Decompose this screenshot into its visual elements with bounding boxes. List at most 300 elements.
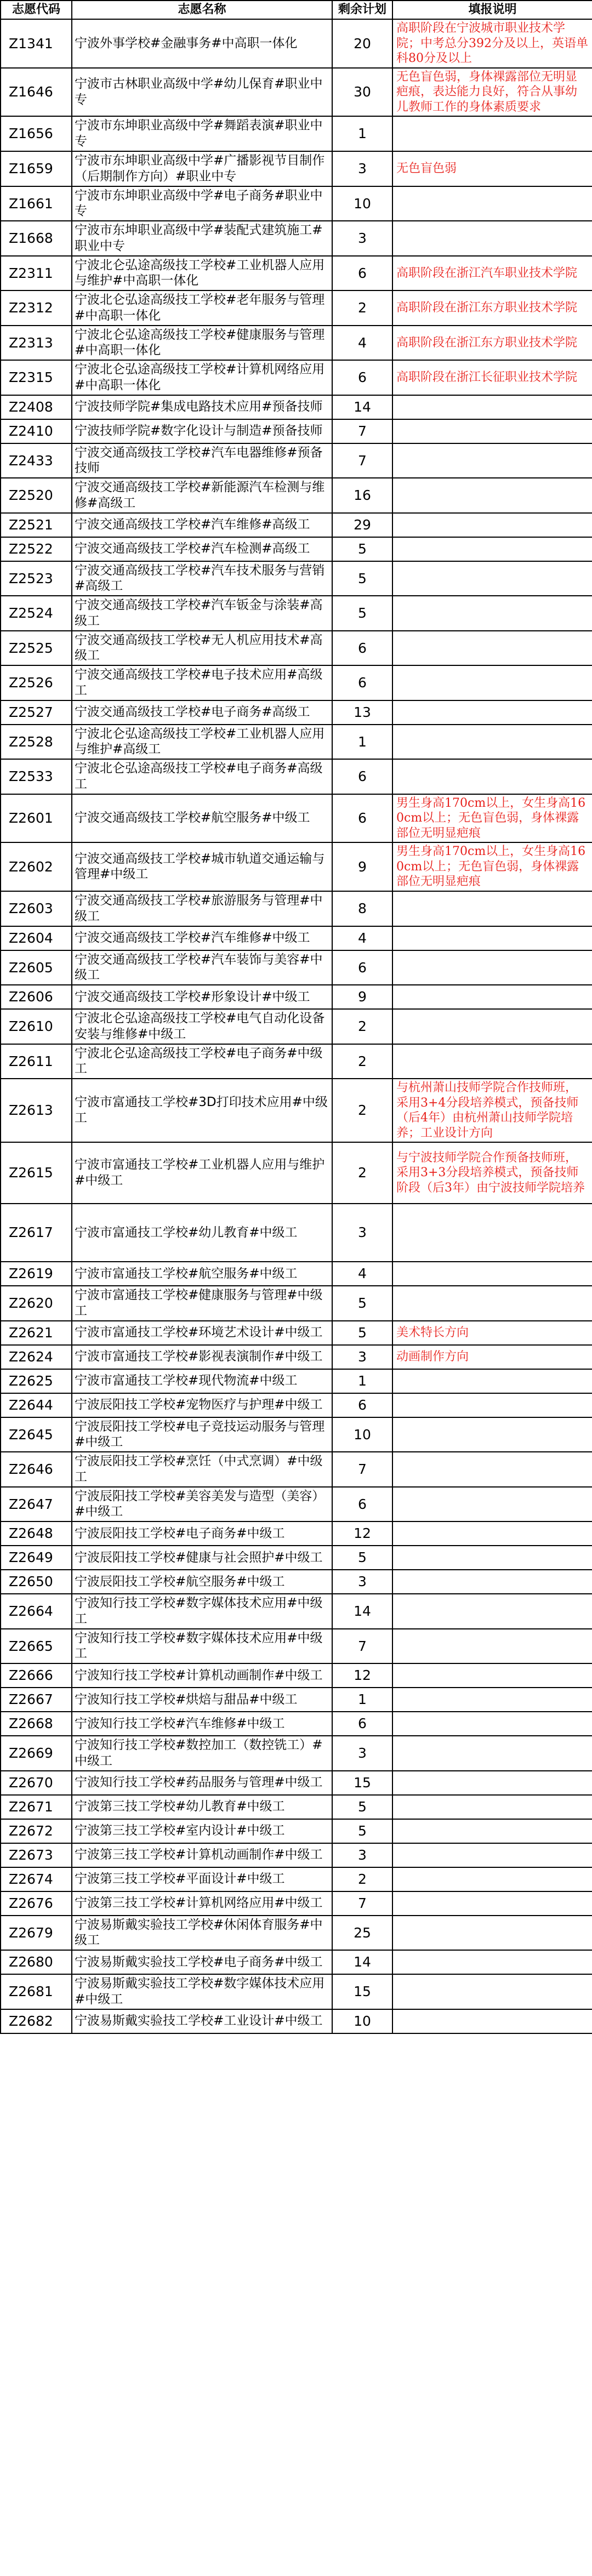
cell-plan: 5 [332, 596, 392, 631]
cell-name: 宁波市东坤职业高级中学#舞蹈表演#职业中专 [72, 116, 332, 151]
cell-code: Z2650 [1, 1570, 72, 1594]
cell-code: Z2408 [1, 395, 72, 419]
cell-note [392, 700, 592, 725]
cell-name: 宁波市富通技工学校#现代物流#中级工 [72, 1369, 332, 1393]
table-row [1, 478, 592, 513]
table-row [1, 395, 592, 419]
cell-plan: 7 [332, 1629, 392, 1664]
cell-note [392, 1974, 592, 2009]
cell-name: 宁波易斯戴实验技工学校#电子商务#中级工 [72, 1950, 332, 1974]
table-row [1, 68, 592, 117]
cell-note [392, 665, 592, 700]
cell-plan: 2 [332, 1009, 392, 1044]
cell-name: 宁波交通高级技工学校#新能源汽车检测与维修#高级工 [72, 478, 332, 513]
cell-note [392, 2009, 592, 2033]
cell-code: Z2669 [1, 1736, 72, 1771]
cell-code: Z2615 [1, 1142, 72, 1204]
cell-code: Z1646 [1, 68, 72, 117]
cell-note [392, 1487, 592, 1522]
cell-plan: 1 [332, 1688, 392, 1712]
cell-name: 宁波市东坤职业高级中学#广播影视节目制作（后期制作方向）#职业中专 [72, 151, 332, 186]
cell-code: Z1668 [1, 221, 72, 256]
table-row [1, 1262, 592, 1286]
cell-plan: 2 [332, 1142, 392, 1204]
cell-plan: 2 [332, 1867, 392, 1891]
table-row [1, 725, 592, 760]
header-plan: 剩余计划 [332, 1, 392, 19]
cell-note [392, 725, 592, 760]
table-row [1, 596, 592, 631]
cell-note: 高职阶段在浙江汽车职业技术学院 [392, 256, 592, 291]
cell-plan: 14 [332, 395, 392, 419]
cell-code: Z2410 [1, 419, 72, 443]
cell-code: Z2601 [1, 794, 72, 843]
table-row [1, 1345, 592, 1369]
cell-note [392, 950, 592, 985]
cell-plan: 13 [332, 700, 392, 725]
cell-note [392, 631, 592, 666]
cell-plan: 5 [332, 561, 392, 596]
header-code: 志愿代码 [1, 1, 72, 19]
cell-code: Z2648 [1, 1521, 72, 1546]
cell-code: Z2644 [1, 1393, 72, 1417]
cell-note [392, 1570, 592, 1594]
cell-note [392, 116, 592, 151]
cell-code: Z2433 [1, 443, 72, 478]
table-row [1, 1079, 592, 1142]
table-row [1, 360, 592, 395]
cell-note [392, 443, 592, 478]
cell-name: 宁波交通高级技工学校#旅游服务与管理#中级工 [72, 891, 332, 926]
cell-code: Z2647 [1, 1487, 72, 1522]
cell-code: Z2679 [1, 1916, 72, 1951]
cell-name: 宁波市富通技工学校#航空服务#中级工 [72, 1262, 332, 1286]
cell-note [392, 1688, 592, 1712]
cell-name: 宁波北仑弘途高级技工学校#老年服务与管理#中高职一体化 [72, 290, 332, 326]
cell-name: 宁波市富通技工学校#幼儿教育#中级工 [72, 1204, 332, 1262]
cell-note [392, 1629, 592, 1664]
cell-code: Z2680 [1, 1950, 72, 1974]
table-row [1, 1916, 592, 1951]
table-row [1, 1142, 592, 1204]
cell-name: 宁波易斯戴实验技工学校#数字媒体技术应用#中级工 [72, 1974, 332, 2009]
cell-plan: 10 [332, 1417, 392, 1452]
cell-plan: 3 [332, 1570, 392, 1594]
table-row [1, 221, 592, 256]
cell-code: Z2603 [1, 891, 72, 926]
table-row [1, 1736, 592, 1771]
cell-plan: 4 [332, 326, 392, 361]
cell-code: Z2527 [1, 700, 72, 725]
cell-name: 宁波交通高级技工学校#电子商务#高级工 [72, 700, 332, 725]
table-row [1, 1974, 592, 2009]
table-row [1, 1044, 592, 1079]
cell-code: Z2611 [1, 1044, 72, 1079]
cell-code: Z2672 [1, 1819, 72, 1843]
cell-note: 美术特长方向 [392, 1321, 592, 1345]
cell-code: Z2524 [1, 596, 72, 631]
cell-plan: 8 [332, 891, 392, 926]
table-row [1, 2009, 592, 2033]
cell-note [392, 1009, 592, 1044]
table-row [1, 1843, 592, 1867]
table-row [1, 1009, 592, 1044]
cell-code: Z2522 [1, 537, 72, 561]
cell-plan: 2 [332, 1079, 392, 1142]
table-row [1, 1321, 592, 1345]
cell-note: 无色盲色弱，身体裸露部位无明显疤痕，表达能力良好，符合从事幼儿教师工作的身体素质要求 [392, 68, 592, 117]
cell-note: 无色盲色弱 [392, 151, 592, 186]
cell-note [392, 985, 592, 1009]
cell-name: 宁波辰阳技工学校#电子商务#中级工 [72, 1521, 332, 1546]
cell-note: 与杭州萧山技师学院合作技师班，采用3+4分段培养模式，预备技师（后4年）由杭州萧山技师学院培养；工业设计方向 [392, 1079, 592, 1142]
cell-name: 宁波第三技工学校#室内设计#中级工 [72, 1819, 332, 1843]
cell-name: 宁波市富通技工学校#影视表演制作#中级工 [72, 1345, 332, 1369]
table-row [1, 1688, 592, 1712]
table-row [1, 1663, 592, 1688]
cell-plan: 9 [332, 842, 392, 891]
cell-note [392, 1950, 592, 1974]
cell-plan: 15 [332, 1974, 392, 2009]
cell-code: Z2645 [1, 1417, 72, 1452]
table-row [1, 985, 592, 1009]
cell-name: 宁波交通高级技工学校#汽车检测#高级工 [72, 537, 332, 561]
cell-plan: 6 [332, 1487, 392, 1522]
cell-name: 宁波知行技工学校#计算机动画制作#中级工 [72, 1663, 332, 1688]
table-row [1, 1570, 592, 1594]
cell-code: Z2681 [1, 1974, 72, 2009]
cell-code: Z2624 [1, 1345, 72, 1369]
table-row [1, 1546, 592, 1570]
cell-code: Z2682 [1, 2009, 72, 2033]
cell-note: 高职阶段在浙江东方职业技术学院 [392, 326, 592, 361]
cell-name: 宁波市富通技工学校#健康服务与管理#中级工 [72, 1286, 332, 1321]
cell-plan: 20 [332, 19, 392, 68]
cell-plan: 10 [332, 2009, 392, 2033]
cell-code: Z2311 [1, 256, 72, 291]
cell-code: Z2625 [1, 1369, 72, 1393]
cell-plan: 10 [332, 186, 392, 221]
table-row [1, 1819, 592, 1843]
cell-name: 宁波知行技工学校#数字媒体技术应用#中级工 [72, 1629, 332, 1664]
cell-code: Z2621 [1, 1321, 72, 1345]
cell-name: 宁波知行技工学校#汽车维修#中级工 [72, 1712, 332, 1736]
cell-code: Z2668 [1, 1712, 72, 1736]
cell-plan: 29 [332, 513, 392, 537]
cell-code: Z2619 [1, 1262, 72, 1286]
cell-note [392, 478, 592, 513]
cell-code: Z1659 [1, 151, 72, 186]
table-row [1, 419, 592, 443]
cell-plan: 6 [332, 794, 392, 843]
cell-plan: 9 [332, 985, 392, 1009]
cell-code: Z2315 [1, 360, 72, 395]
table-row [1, 665, 592, 700]
cell-plan: 5 [332, 1795, 392, 1819]
header-row [1, 1, 592, 19]
cell-name: 宁波交通高级技工学校#城市轨道交通运输与管理#中级工 [72, 842, 332, 891]
cell-plan: 5 [332, 537, 392, 561]
cell-note [392, 1594, 592, 1629]
cell-code: Z2613 [1, 1079, 72, 1142]
table-row [1, 950, 592, 985]
cell-plan: 6 [332, 631, 392, 666]
cell-plan: 1 [332, 116, 392, 151]
table-row [1, 443, 592, 478]
cell-plan: 5 [332, 1819, 392, 1843]
cell-code: Z2313 [1, 326, 72, 361]
table-row [1, 1452, 592, 1487]
cell-note [392, 759, 592, 794]
table-row [1, 1867, 592, 1891]
table-row [1, 1204, 592, 1262]
table-row [1, 513, 592, 537]
cell-name: 宁波第三技工学校#平面设计#中级工 [72, 1867, 332, 1891]
cell-name: 宁波交通高级技工学校#汽车维修#中级工 [72, 926, 332, 950]
table-row [1, 1487, 592, 1522]
cell-note [392, 537, 592, 561]
cell-note: 高职阶段在浙江长征职业技术学院 [392, 360, 592, 395]
cell-name: 宁波辰阳技工学校#美容美发与造型（美容）#中级工 [72, 1487, 332, 1522]
cell-note [392, 1204, 592, 1262]
cell-code: Z2602 [1, 842, 72, 891]
cell-code: Z2649 [1, 1546, 72, 1570]
cell-name: 宁波技师学院#数字化设计与制造#预备技师 [72, 419, 332, 443]
cell-name: 宁波交通高级技工学校#无人机应用技术#高级工 [72, 631, 332, 666]
cell-code: Z2526 [1, 665, 72, 700]
table-row [1, 1369, 592, 1393]
cell-name: 宁波北仑弘途高级技工学校#电子商务#高级工 [72, 759, 332, 794]
cell-code: Z2617 [1, 1204, 72, 1262]
cell-name: 宁波交通高级技工学校#汽车维修#高级工 [72, 513, 332, 537]
cell-name: 宁波外事学校#金融事务#中高职一体化 [72, 19, 332, 68]
table-row [1, 151, 592, 186]
cell-plan: 7 [332, 419, 392, 443]
cell-name: 宁波知行技工学校#数控加工（数控铣工）#中级工 [72, 1736, 332, 1771]
table-row [1, 1393, 592, 1417]
cell-plan: 25 [332, 1916, 392, 1951]
cell-plan: 7 [332, 443, 392, 478]
cell-name: 宁波市富通技工学校#工业机器人应用与维护#中级工 [72, 1142, 332, 1204]
cell-name: 宁波北仑弘途高级技工学校#工业机器人应用与维护#高级工 [72, 725, 332, 760]
cell-plan: 2 [332, 290, 392, 326]
cell-code: Z2525 [1, 631, 72, 666]
cell-name: 宁波北仑弘途高级技工学校#电气自动化设备安装与维修#中级工 [72, 1009, 332, 1044]
cell-plan: 1 [332, 725, 392, 760]
cell-plan: 3 [332, 1736, 392, 1771]
cell-name: 宁波市富通技工学校#环境艺术设计#中级工 [72, 1321, 332, 1345]
cell-code: Z2521 [1, 513, 72, 537]
cell-code: Z2606 [1, 985, 72, 1009]
cell-code: Z2646 [1, 1452, 72, 1487]
cell-note [392, 1286, 592, 1321]
cell-plan: 15 [332, 1771, 392, 1795]
cell-plan: 2 [332, 1044, 392, 1079]
table-row [1, 326, 592, 361]
cell-plan: 30 [332, 68, 392, 117]
cell-name: 宁波市富通技工学校#3D打印技术应用#中级工 [72, 1079, 332, 1142]
cell-note [392, 1417, 592, 1452]
table-row [1, 1891, 592, 1916]
table-row [1, 290, 592, 326]
cell-plan: 3 [332, 1843, 392, 1867]
cell-name: 宁波北仑弘途高级技工学校#健康服务与管理#中高职一体化 [72, 326, 332, 361]
cell-code: Z2610 [1, 1009, 72, 1044]
cell-note: 男生身高170cm以上，女生身高160cm以上；无色盲色弱，身体裸露部位无明显疤痕 [392, 794, 592, 843]
table-row [1, 842, 592, 891]
cell-plan: 6 [332, 950, 392, 985]
cell-note [392, 1712, 592, 1736]
table-row [1, 794, 592, 843]
cell-name: 宁波第三技工学校#计算机网络应用#中级工 [72, 1891, 332, 1916]
cell-plan: 6 [332, 1712, 392, 1736]
cell-plan: 6 [332, 1393, 392, 1417]
table-row [1, 1629, 592, 1664]
table-row [1, 186, 592, 221]
cell-name: 宁波知行技工学校#烘焙与甜品#中级工 [72, 1688, 332, 1712]
cell-code: Z1341 [1, 19, 72, 68]
cell-name: 宁波第三技工学校#幼儿教育#中级工 [72, 1795, 332, 1819]
cell-plan: 3 [332, 151, 392, 186]
cell-name: 宁波辰阳技工学校#宠物医疗与护理#中级工 [72, 1393, 332, 1417]
cell-plan: 6 [332, 665, 392, 700]
cell-note [392, 1771, 592, 1795]
cell-note [392, 1663, 592, 1688]
cell-name: 宁波交通高级技工学校#汽车技术服务与营销#高级工 [72, 561, 332, 596]
cell-note [392, 561, 592, 596]
cell-note [392, 186, 592, 221]
cell-name: 宁波辰阳技工学校#健康与社会照护#中级工 [72, 1546, 332, 1570]
cell-note [392, 395, 592, 419]
cell-name: 宁波交通高级技工学校#汽车钣金与涂装#高级工 [72, 596, 332, 631]
cell-note [392, 891, 592, 926]
cell-plan: 7 [332, 1891, 392, 1916]
cell-name: 宁波交通高级技工学校#汽车电器维修#预备技师 [72, 443, 332, 478]
cell-code: Z2673 [1, 1843, 72, 1867]
cell-code: Z2670 [1, 1771, 72, 1795]
cell-note: 高职阶段在浙江东方职业技术学院 [392, 290, 592, 326]
cell-plan: 3 [332, 1345, 392, 1369]
cell-name: 宁波市东坤职业高级中学#电子商务#职业中专 [72, 186, 332, 221]
cell-note [392, 1546, 592, 1570]
header-note: 填报说明 [392, 1, 592, 19]
cell-plan: 12 [332, 1521, 392, 1546]
cell-code: Z1661 [1, 186, 72, 221]
table-row [1, 1594, 592, 1629]
table-row [1, 759, 592, 794]
cell-plan: 5 [332, 1286, 392, 1321]
cell-plan: 6 [332, 759, 392, 794]
cell-code: Z2533 [1, 759, 72, 794]
cell-name: 宁波市古林职业高级中学#幼儿保育#职业中专 [72, 68, 332, 117]
cell-name: 宁波辰阳技工学校#航空服务#中级工 [72, 1570, 332, 1594]
table-row [1, 19, 592, 68]
cell-note: 与宁波技师学院合作预备技师班，采用3+3分段培养模式，预备技师阶段（后3年）由宁波技师学院培养 [392, 1142, 592, 1204]
cell-name: 宁波知行技工学校#数字媒体技术应用#中级工 [72, 1594, 332, 1629]
cell-plan: 3 [332, 1204, 392, 1262]
cell-note: 高职阶段在宁波城市职业技术学院；中考总分392分及以上，英语单科80分及以上 [392, 19, 592, 68]
cell-note [392, 1795, 592, 1819]
cell-name: 宁波辰阳技工学校#烹饪（中式烹调）#中级工 [72, 1452, 332, 1487]
cell-name: 宁波辰阳技工学校#电子竞技运动服务与管理#中级工 [72, 1417, 332, 1452]
cell-plan: 16 [332, 478, 392, 513]
cell-note: 男生身高170cm以上，女生身高160cm以上；无色盲色弱，身体裸露部位无明显疤痕 [392, 842, 592, 891]
cell-note [392, 596, 592, 631]
cell-note [392, 1262, 592, 1286]
cell-name: 宁波交通高级技工学校#形象设计#中级工 [72, 985, 332, 1009]
cell-code: Z2664 [1, 1594, 72, 1629]
cell-name: 宁波交通高级技工学校#电子技术应用#高级工 [72, 665, 332, 700]
table-row [1, 700, 592, 725]
cell-code: Z2676 [1, 1891, 72, 1916]
cell-code: Z2666 [1, 1663, 72, 1688]
table-row [1, 116, 592, 151]
table-row [1, 1286, 592, 1321]
cell-code: Z2674 [1, 1867, 72, 1891]
table-row [1, 537, 592, 561]
cell-name: 宁波北仑弘途高级技工学校#电子商务#中级工 [72, 1044, 332, 1079]
cell-note [392, 221, 592, 256]
cell-note [392, 1452, 592, 1487]
cell-note [392, 419, 592, 443]
cell-note [392, 1867, 592, 1891]
table-body [1, 19, 592, 2033]
header-name: 志愿名称 [72, 1, 332, 19]
table-row [1, 891, 592, 926]
cell-code: Z2665 [1, 1629, 72, 1664]
cell-plan: 6 [332, 360, 392, 395]
cell-plan: 3 [332, 221, 392, 256]
cell-code: Z2312 [1, 290, 72, 326]
cell-plan: 5 [332, 1321, 392, 1345]
cell-code: Z2605 [1, 950, 72, 985]
cell-name: 宁波市东坤职业高级中学#装配式建筑施工#职业中专 [72, 221, 332, 256]
cell-name: 宁波易斯戴实验技工学校#休闲体育服务#中级工 [72, 1916, 332, 1951]
cell-name: 宁波北仑弘途高级技工学校#工业机器人应用与维护#中高职一体化 [72, 256, 332, 291]
cell-name: 宁波易斯戴实验技工学校#工业设计#中级工 [72, 2009, 332, 2033]
table-row [1, 1771, 592, 1795]
cell-note [392, 926, 592, 950]
cell-note: 动画制作方向 [392, 1345, 592, 1369]
table-row [1, 926, 592, 950]
cell-name: 宁波北仑弘途高级技工学校#计算机网络应用#中高职一体化 [72, 360, 332, 395]
table-row [1, 631, 592, 666]
cell-name: 宁波知行技工学校#药品服务与管理#中级工 [72, 1771, 332, 1795]
cell-name: 宁波交通高级技工学校#汽车装饰与美容#中级工 [72, 950, 332, 985]
cell-code: Z2671 [1, 1795, 72, 1819]
cell-plan: 4 [332, 1262, 392, 1286]
cell-note [392, 1916, 592, 1951]
cell-code: Z2523 [1, 561, 72, 596]
table-row [1, 1521, 592, 1546]
cell-note [392, 1891, 592, 1916]
cell-plan: 1 [332, 1369, 392, 1393]
cell-code: Z2520 [1, 478, 72, 513]
table-row [1, 1712, 592, 1736]
cell-plan: 4 [332, 926, 392, 950]
cell-note [392, 1819, 592, 1843]
cell-plan: 14 [332, 1594, 392, 1629]
cell-plan: 7 [332, 1452, 392, 1487]
table-row [1, 561, 592, 596]
cell-plan: 14 [332, 1950, 392, 1974]
cell-note [392, 1521, 592, 1546]
cell-name: 宁波技师学院#集成电路技术应用#预备技师 [72, 395, 332, 419]
cell-note [392, 513, 592, 537]
cell-note [392, 1843, 592, 1867]
cell-code: Z2667 [1, 1688, 72, 1712]
cell-note [392, 1369, 592, 1393]
